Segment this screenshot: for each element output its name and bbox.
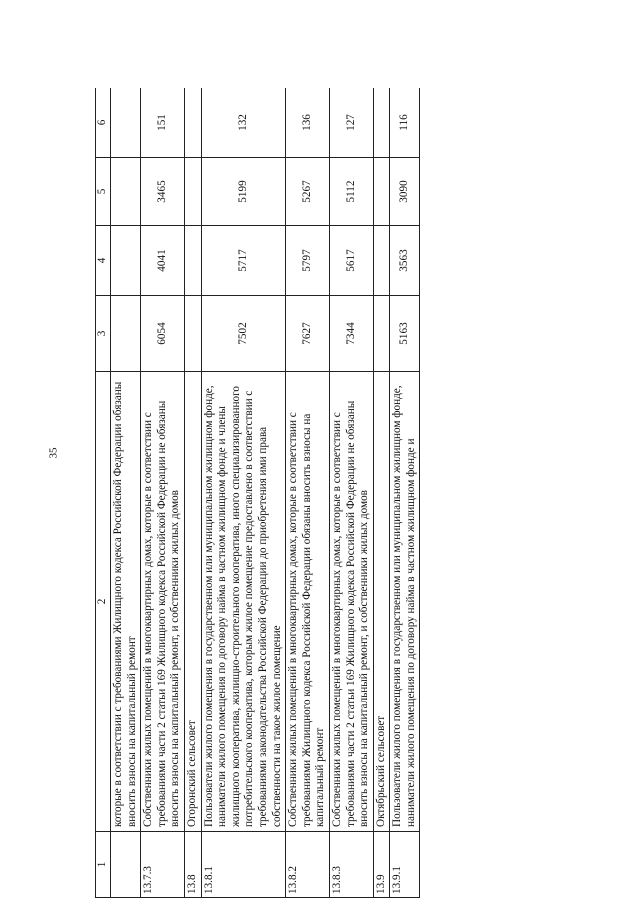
row-value-col4: 5717: [201, 226, 286, 296]
header-col-5: 5: [96, 158, 111, 226]
row-value-col6: [184, 88, 201, 158]
row-code: 13.8.2: [286, 832, 330, 898]
row-value-col5: [111, 158, 141, 226]
row-value-col3: [373, 296, 390, 372]
row-code: 13.9: [373, 832, 390, 898]
row-code: 13.8.1: [201, 832, 286, 898]
row-code: 13.8: [184, 832, 201, 898]
table-row: [201, 88, 286, 898]
table-row-section: [184, 88, 201, 898]
row-description: Собственники жилых помещений в многоквартирных домах, которые в соответствии с требованиями Жилищного кодекса Российской Федерации обязаны вносить взносы на капитальный ремонт: [286, 372, 330, 832]
row-value-col4: 5617: [329, 226, 373, 296]
header-col-6: 6: [96, 88, 111, 158]
row-value-col5: 5112: [329, 158, 373, 226]
row-value-col6: 151: [141, 88, 185, 158]
table-row: [286, 88, 330, 898]
row-value-col5: 3465: [141, 158, 185, 226]
row-code: 13.8.3: [329, 832, 373, 898]
row-code: 13.7.3: [141, 832, 185, 898]
row-value-col5: [373, 158, 390, 226]
rotated-table-frame: [95, 88, 615, 898]
row-value-col5: [184, 158, 201, 226]
section-title: Октябрьский сельсовет: [373, 372, 390, 832]
table-row-section: [373, 88, 390, 898]
header-col-3: 3: [96, 296, 111, 372]
row-value-col6: [111, 88, 141, 158]
row-value-col4: 4041: [141, 226, 185, 296]
row-value-col6: 116: [390, 88, 420, 158]
row-value-col4: [184, 226, 201, 296]
row-value-col6: 136: [286, 88, 330, 158]
header-col-2: 2: [96, 372, 111, 832]
row-value-col3: [111, 296, 141, 372]
row-value-col5: 5199: [201, 158, 286, 226]
row-value-col3: [184, 296, 201, 372]
row-value-col4: 3563: [390, 226, 420, 296]
table-row: [390, 88, 420, 898]
tariff-table: [95, 88, 420, 898]
table-header-row: [96, 88, 111, 898]
row-description: Пользователи жилого помещения в государственном или муниципальном жилищном фонде, наниматели жилого помещения по договору найма в частном жилищном фонде и члены жилищного кооператива, жилищно-строительного кооператива, иного специализированного потребительского кооператива, которым жилое помещение предоставлено в соответствии с требованиями законодательства Российской Федерации до приобретения ими права собственности на такое жилое помещение: [201, 372, 286, 832]
table-row: [141, 88, 185, 898]
header-col-4: 4: [96, 226, 111, 296]
row-value-col6: [373, 88, 390, 158]
row-code: [111, 832, 141, 898]
row-description: Собственники жилых помещений в многоквартирных домах, которые в соответствии с требованиями части 2 статьи 169 Жилищного кодекса Российской Федерации не обязаны вносить взносы на капитальный ремонт, и собственники жилых домов: [329, 372, 373, 832]
row-value-col3: 7627: [286, 296, 330, 372]
row-value-col5: 3090: [390, 158, 420, 226]
row-value-col6: 127: [329, 88, 373, 158]
table-row: [111, 88, 141, 898]
row-description: Собственники жилых помещений в многоквартирных домах, которые в соответствии с требованиями части 2 статьи 169 Жилищного кодекса Российской Федерации не обязаны вносить взносы на капитальный ремонт, и собственники жилых домов: [141, 372, 185, 832]
rotated-table-content: [95, 88, 615, 898]
row-code: 13.9.1: [390, 832, 420, 898]
row-value-col3: 7344: [329, 296, 373, 372]
row-description: Пользователи жилого помещения в государственном или муниципальном жилищном фонде, наниматели жилого помещения по договору найма в частном жилищном фонде и: [390, 372, 420, 832]
row-value-col4: [111, 226, 141, 296]
row-value-col3: 5163: [390, 296, 420, 372]
row-description: которые в соответствии с требованиями Жилищного кодекса Российской Федерации обязаны вносить взносы на капитальный ремонт: [111, 372, 141, 832]
row-value-col3: 6054: [141, 296, 185, 372]
row-value-col4: [373, 226, 390, 296]
table-row: [329, 88, 373, 898]
row-value-col3: 7502: [201, 296, 286, 372]
row-value-col5: 5267: [286, 158, 330, 226]
row-value-col6: 132: [201, 88, 286, 158]
header-col-1: 1: [96, 832, 111, 898]
page-number: 35: [47, 447, 60, 459]
row-value-col4: 5797: [286, 226, 330, 296]
section-title: Огоронский сельсовет: [184, 372, 201, 832]
